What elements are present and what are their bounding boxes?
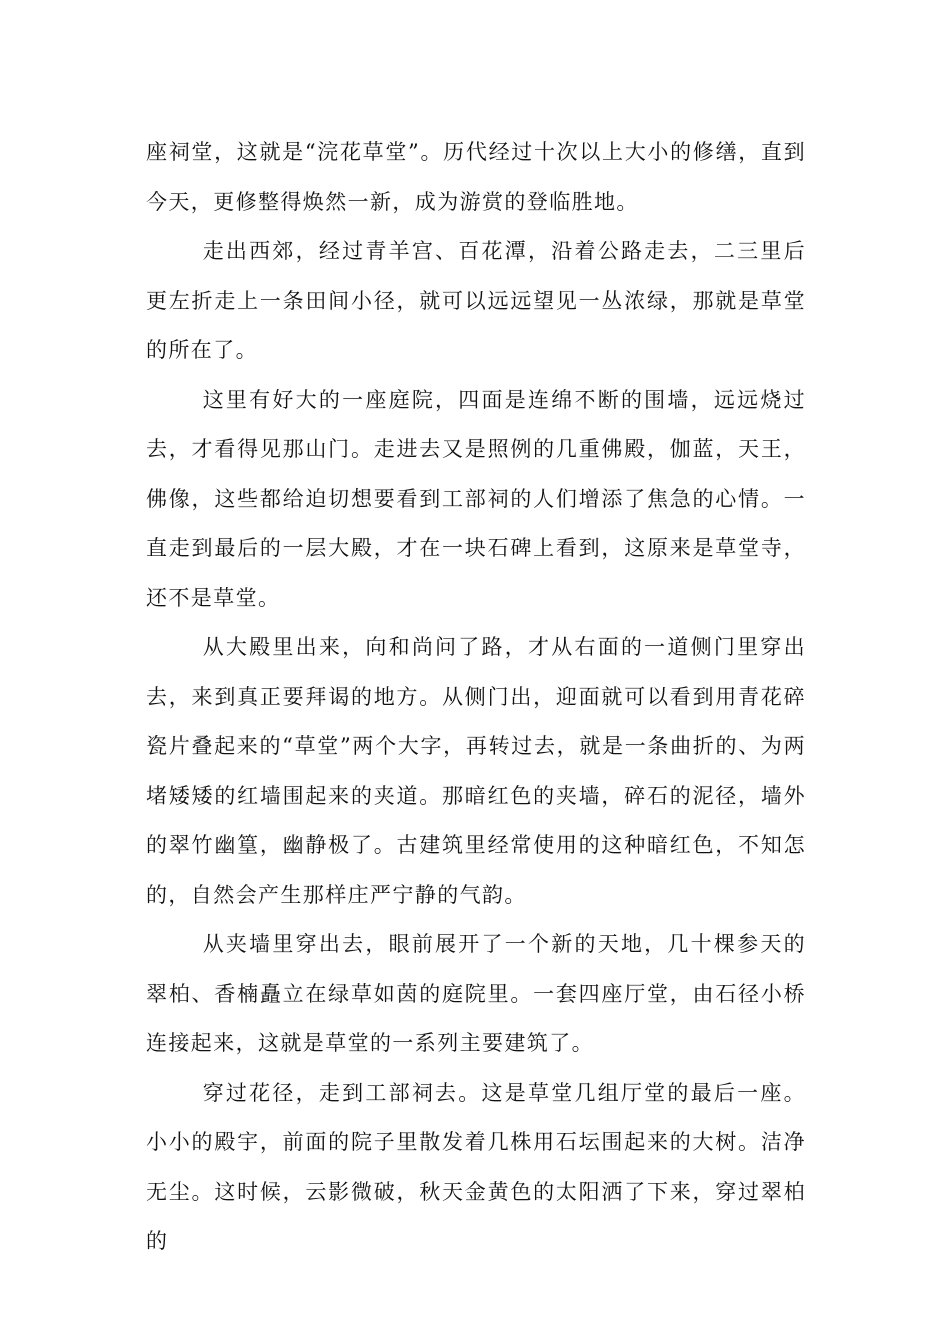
- paragraph-3: 这里有好大的一座庭院，四面是连绵不断的围墙，远远烧过去，才看得见那山门。走进去又是照例的几重佛殿，伽蓝，天王，佛像，这些都给迫切想要看到工部祠的人们增添了焦急的心情。一直走到最后的一层大殿，才在一块石碑上看到，这原来是草堂寺，还不是草堂。: [146, 387, 806, 610]
- paragraph-5: 从夹墙里穿出去，眼前展开了一个新的天地，几十棵参天的翠柏、香楠矗立在绿草如茵的庭院里。一套四座厅堂，由石径小桥连接起来，这就是草堂的一系列主要建筑了。: [146, 932, 806, 1055]
- paragraph-2: 走出西郊，经过青羊宫、百花潭，沿着公路走去，二三里后更左折走上一条田间小径，就可以远远望见一丛浓绿，那就是草堂的所在了。: [146, 239, 806, 362]
- document-body: [146, 128, 806, 1267]
- paragraph-4: 从大殿里出来，向和尚问了路，才从右面的一道侧门里穿出去，来到真正要拜谒的地方。从侧门出，迎面就可以看到用青花碎瓷片叠起来的“草堂”两个大字，再转过去，就是一条曲折的、为两堵矮矮的红墙围起来的夹道。那暗红色的夹墙，碎石的泥径，墙外的翠竹幽篁，幽静极了。古建筑里经常使用的这种暗红色，不知怎的，自然会产生那样庄严宁静的气韵。: [146, 635, 806, 907]
- paragraph-1: 座祠堂，这就是“浣花草堂”。历代经过十次以上大小的修缮，直到今天，更修整得焕然一新，成为游赏的登临胜地。: [146, 140, 806, 214]
- paragraph-6: 穿过花径，走到工部祠去。这是草堂几组厅堂的最后一座。小小的殿宇，前面的院子里散发着几株用石坛围起来的大树。洁净无尘。这时候，云影微破，秋天金黄色的太阳洒了下来，穿过翠柏的: [146, 1080, 806, 1253]
